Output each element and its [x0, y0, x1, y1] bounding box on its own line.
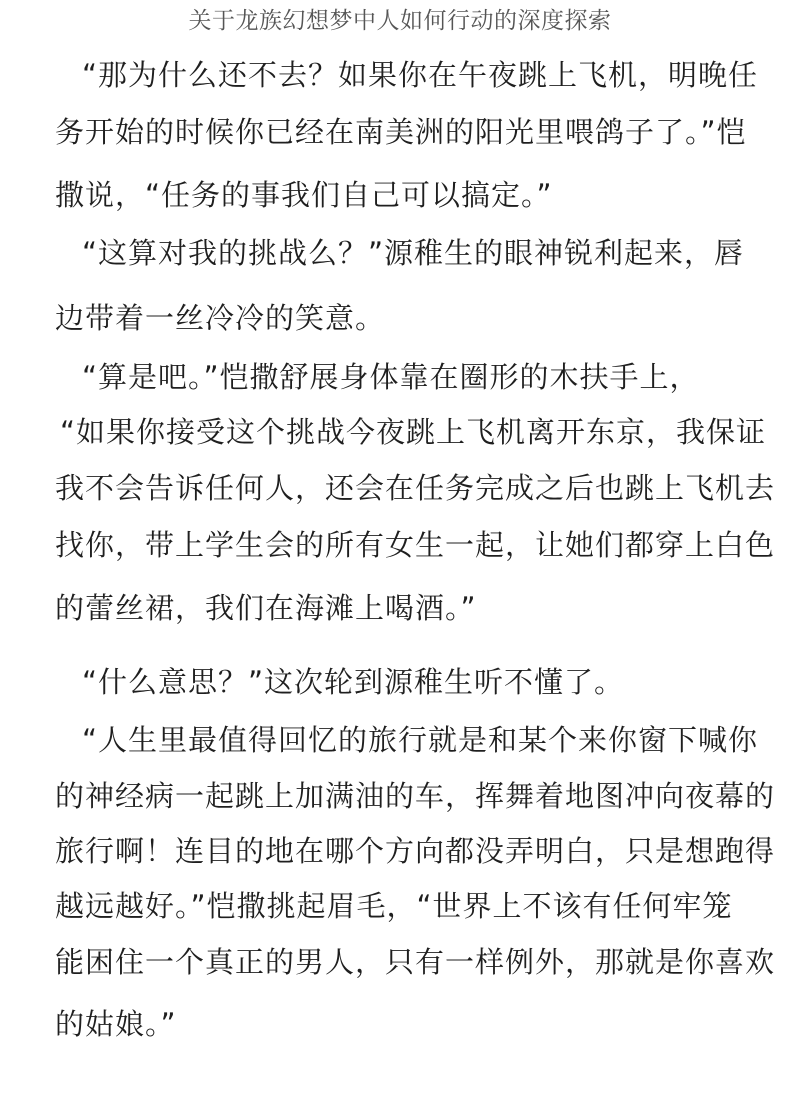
- text-line: 撒说，“任务的事我们自己可以搞定。”: [55, 178, 553, 212]
- text-line: 的姑娘。”: [55, 1007, 177, 1041]
- text-line: 我不会告诉任何人，还会在任务完成之后也跳上飞机去: [55, 471, 776, 505]
- text-line: “如果你接受这个挑战今夜跳上飞机离开东京，我保证: [60, 415, 767, 449]
- text-line: 能困住一个真正的男人，只有一样例外，那就是你喜欢: [55, 945, 776, 979]
- page-title: 关于龙族幻想梦中人如何行动的深度探索: [188, 8, 612, 34]
- text-line: 找你，带上学生会的所有女生一起，让她们都穿上白色: [55, 528, 776, 562]
- text-line: 旅行啊！连目的地在哪个方向都没弄明白，只是想跑得: [55, 834, 776, 868]
- text-line: “什么意思？”这次轮到源稚生听不懂了。: [82, 665, 625, 699]
- text-line: “算是吧。”恺撒舒展身体靠在圈形的木扶手上，: [82, 360, 700, 394]
- text-line: “这算对我的挑战么？”源稚生的眼神锐利起来，唇: [82, 236, 745, 270]
- text-line: 的蕾丝裙，我们在海滩上喝酒。”: [55, 591, 477, 625]
- text-line: 的神经病一起跳上加满油的车，挥舞着地图冲向夜幕的: [55, 779, 776, 813]
- text-line: 越远越好。”恺撒挑起眉毛，“世界上不该有任何牢笼: [55, 889, 733, 923]
- text-line: 边带着一丝冷冷的笑意。: [55, 301, 386, 335]
- text-line: “人生里最值得回忆的旅行就是和某个来你窗下喊你: [82, 723, 759, 757]
- text-line: 务开始的时候你已经在南美洲的阳光里喂鸽子了。”恺: [55, 115, 747, 149]
- text-line: “那为什么还不去？如果你在午夜跳上飞机，明晚任: [82, 58, 759, 92]
